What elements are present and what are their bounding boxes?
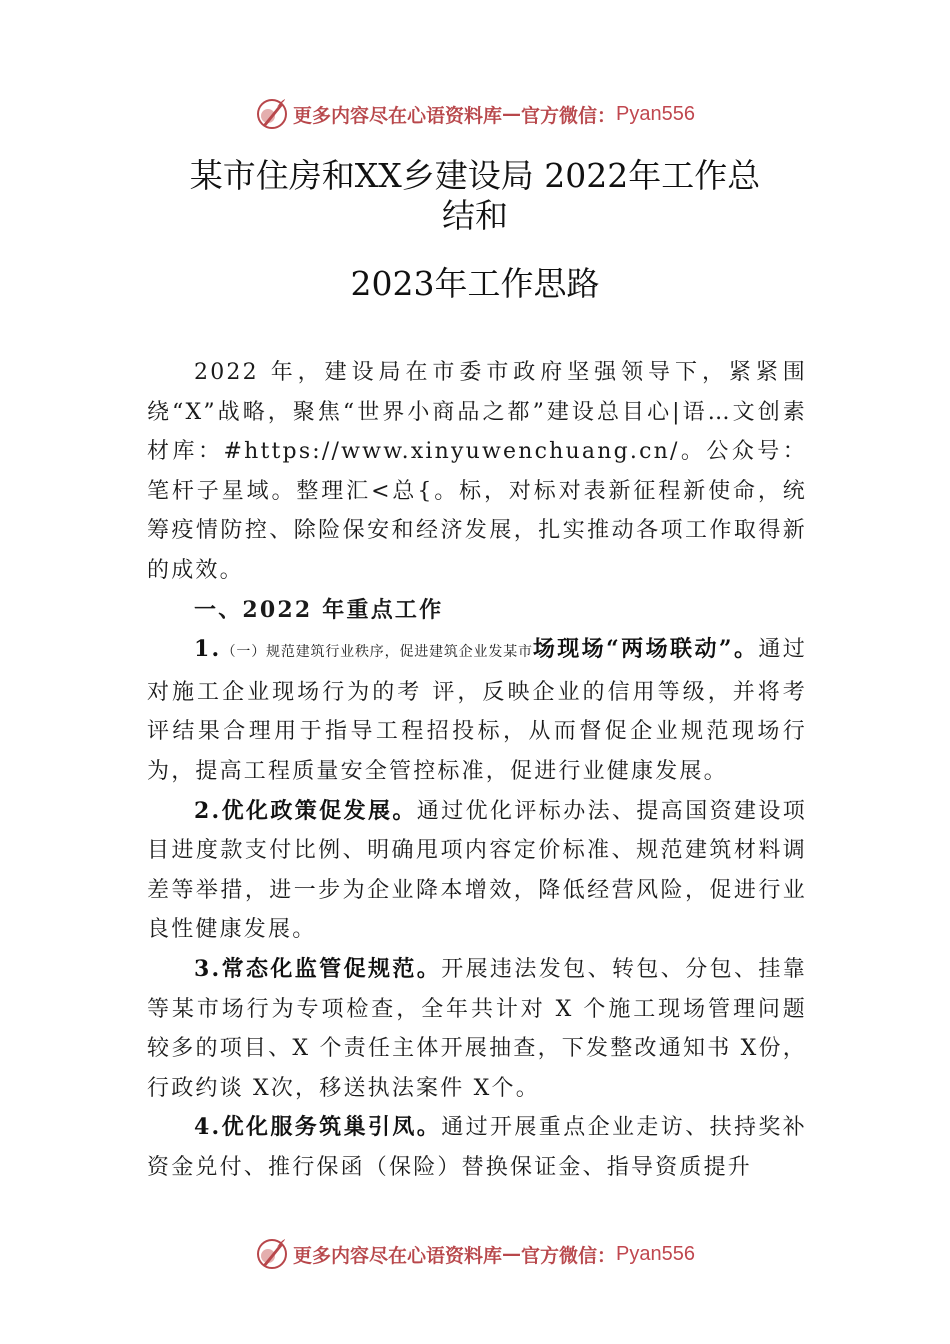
quill-logo-icon (255, 97, 289, 131)
document-title-line3: 2023年工作思路 (350, 264, 600, 303)
item-2-paragraph (147, 792, 807, 950)
item-3-heading: 3.常态化监管促规范。 (194, 955, 442, 982)
watermark-label: 官方微信： (521, 104, 617, 127)
document-title-line2: 结和 (442, 196, 508, 235)
item-4-heading: 4.优化服务筑巢引凤。 (194, 1114, 442, 1141)
watermark-text: 更多内容尽在心语资料库 (293, 104, 503, 127)
watermark-label: 官方微信： (521, 1244, 617, 1267)
item-1-heading: 场现场“两场联动”。 (532, 636, 759, 663)
quill-logo-icon (255, 1237, 289, 1271)
watermark-separator: — (502, 1243, 522, 1265)
item-4-paragraph (147, 1108, 807, 1187)
item-1-small-text: （一）规范建筑行业秩序，促进建筑企业发某市 (221, 644, 533, 661)
watermark-wechat-id: Pyan556 (616, 102, 695, 125)
item-4-text: 通过开展重点企业走访、扶持奖补资金兑付、推行保函（保险）替换保证金、指导资质提升 (147, 1115, 807, 1180)
intro-paragraph: 2022 年，建设局在市委市政府坚强领导下，紧紧围绕“X”战略，聚焦“世界小商品之都”建设总目心|语…文创素材库：#https://www.xinyuwenchuang.cn/。公众号：笔杆子星域。整理汇<总{。标，对标对表新征程新使命，统筹疫情防控、除险保安和经济发展，扎实推动各项工作取得新的成效。 (147, 360, 807, 583)
item-1-number: 1. (194, 636, 222, 663)
document-title-line1: 某市住房和XX乡建设局 2022年工作总 (189, 156, 761, 195)
item-2-heading: 2.优化政策促发展。 (194, 797, 417, 824)
watermark-banner-top (0, 94, 950, 134)
watermark-text: 更多内容尽在心语资料库 (293, 1244, 503, 1267)
item-1-text: 通过对施工企业现场行为的考 评，反映企业的信用等级，并将考评结果合理用于指导工程招投标，从而督促企业规范现场行为，提高工程质量安全管控标准，促进行业健康发展。 (147, 637, 807, 784)
item-3-text: 开展违法发包、转包、分包、挂靠等某市场行为专项检查，全年共计对 X 个施工现场管理问题较多的项目、X 个责任主体开展抽查，下发整改通知书 X份，行政约谈 X次，移送执法案件 X个。 (147, 956, 807, 1101)
document-body (147, 353, 807, 1187)
item-1-paragraph (147, 630, 807, 791)
item-3-paragraph (147, 950, 807, 1108)
section-heading-1: 一、2022 年重点工作 (194, 596, 444, 623)
watermark-banner-bottom (0, 1234, 950, 1274)
watermark-wechat-id: Pyan556 (616, 1242, 695, 1265)
item-2-text: 通过优化评标办法、提高国资建设项目进度款支付比例、明确甩项内容定价标准、规范建筑材料调差等举措，进一步为企业降本增效，降低经营风险，促进行业良性健康发展。 (147, 798, 807, 943)
watermark-separator: — (502, 103, 522, 125)
